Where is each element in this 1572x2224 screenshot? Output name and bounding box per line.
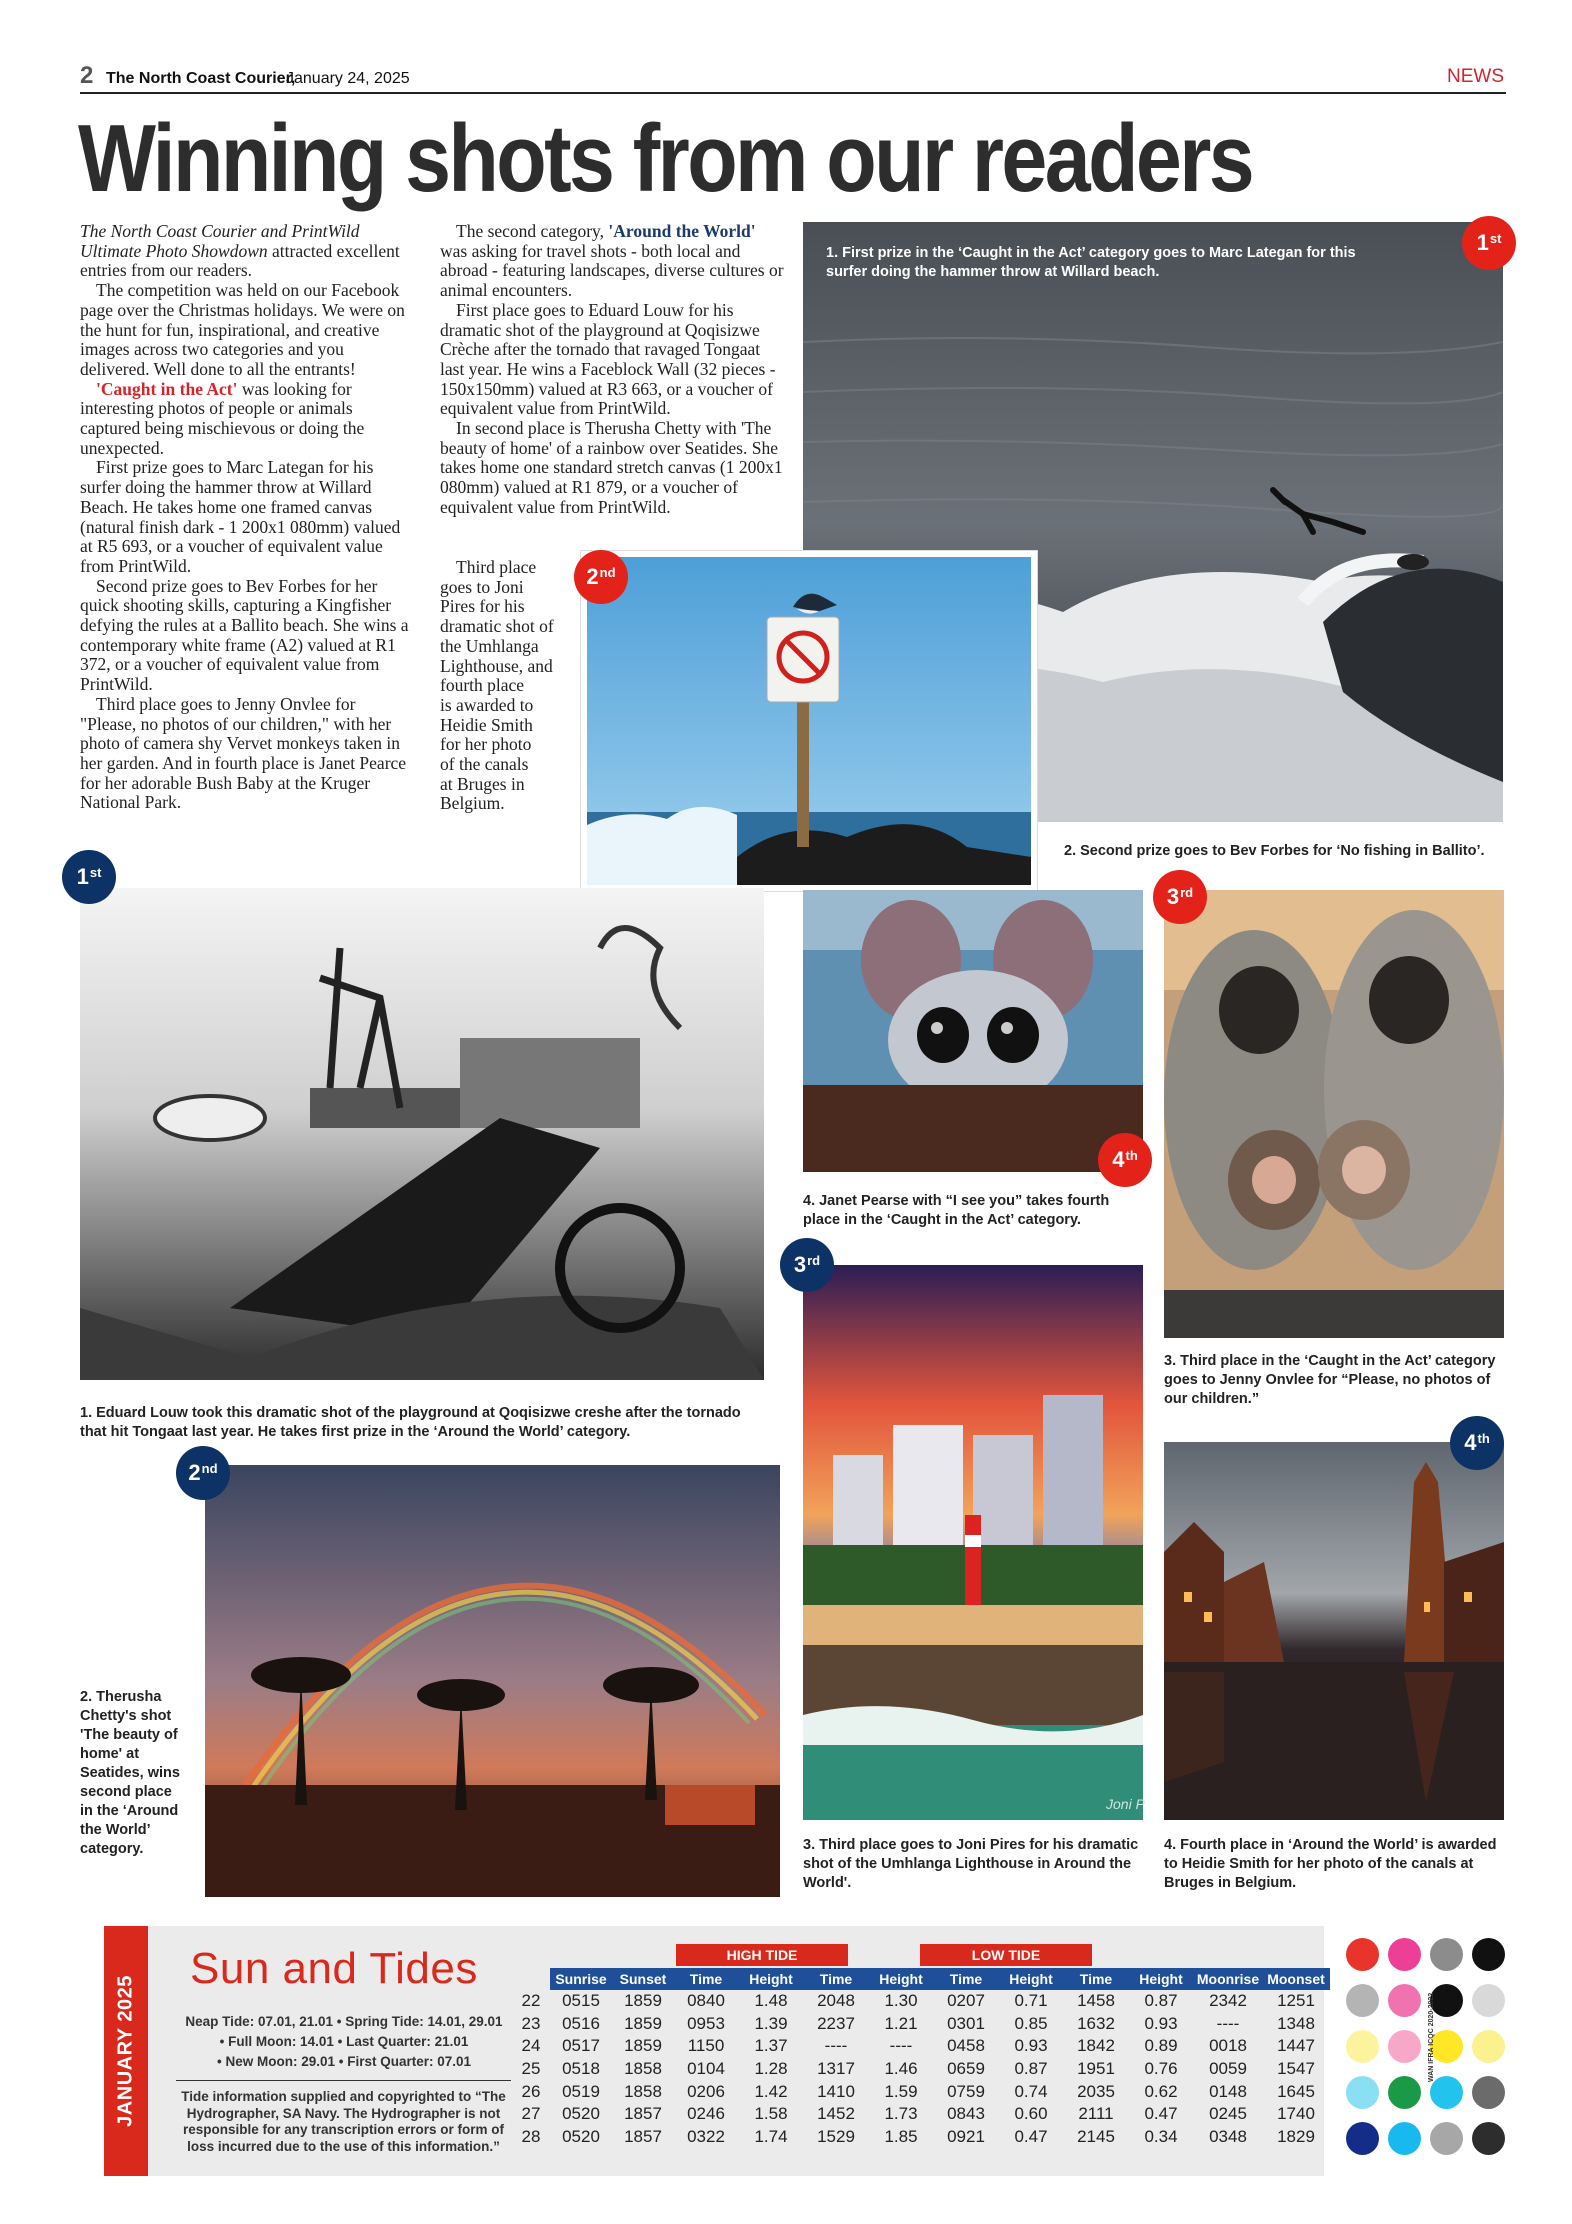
colour-swatch bbox=[1472, 2030, 1505, 2063]
tides-cell: ---- bbox=[1216, 2013, 1240, 2033]
narrow-line: for her photo bbox=[440, 734, 532, 755]
narrow-line: the Umhlanga bbox=[440, 635, 539, 656]
badge-first-playground: 1 $^{st}$ bbox=[62, 850, 116, 904]
tides-cell: 1.39 bbox=[754, 2013, 788, 2033]
category-2-desc: was asking for travel shots - both local and abroad - featuring landscapes, diverse cultures or animal encounters. bbox=[440, 240, 784, 301]
tides-row bbox=[512, 2013, 1330, 2036]
tides-column-header: Height bbox=[1128, 1968, 1194, 1990]
tides-cell: 24 bbox=[521, 2036, 541, 2056]
tides-cell: 0348 bbox=[1209, 2126, 1247, 2146]
tides-cell: 1632 bbox=[1077, 2013, 1115, 2033]
tides-row bbox=[512, 1990, 1330, 2013]
tides-column-header: Time bbox=[804, 1968, 868, 1990]
intro-italic: The North Coast Courier and PrintWild Ultimate Photo Showdown bbox=[80, 221, 360, 261]
high-tide-label: HIGH TIDE bbox=[676, 1944, 848, 1966]
tides-month-tab bbox=[104, 1926, 148, 2176]
narrow-lines bbox=[440, 558, 580, 814]
tides-cell: 0759 bbox=[947, 2081, 985, 2101]
publication-date: January 24, 2025 bbox=[286, 70, 410, 87]
tides-cell: 1951 bbox=[1077, 2059, 1115, 2079]
paragraph: Second prize goes to Bev Forbes for her quick shooting skills, capturing a Kingfisher defying the rules at a Ballito beach. She wins a contemporary white frame (A2) valued at R1 372, or a voucher of equivalent value from PrintWild. bbox=[80, 575, 409, 695]
tides-cell: 1.74 bbox=[754, 2126, 788, 2146]
narrow-line: Heidie Smith bbox=[440, 714, 533, 735]
tides-cell: 0301 bbox=[947, 2013, 985, 2033]
photo-playground bbox=[80, 888, 764, 1380]
tides-cell: 0843 bbox=[947, 2104, 985, 2124]
tides-cell: 0.34 bbox=[1144, 2126, 1178, 2146]
colour-swatch bbox=[1430, 1938, 1463, 1971]
paragraph bbox=[440, 222, 784, 301]
narrow-line: Pires for his bbox=[440, 596, 525, 617]
tides-cell: 0659 bbox=[947, 2059, 985, 2079]
category-1-desc: was looking for interesting photos of people or animals captured being mischievous or doing the unexpected. bbox=[80, 378, 365, 458]
narrow-line: of the canals bbox=[440, 754, 529, 775]
narrow-line: Third place bbox=[456, 557, 537, 577]
tides-cell: 1829 bbox=[1277, 2126, 1315, 2146]
tides-cell: 2111 bbox=[1078, 2104, 1114, 2124]
colour-swatch bbox=[1388, 2122, 1421, 2155]
badge-third-lighthouse: 3 $^{rd}$ bbox=[780, 1238, 834, 1292]
narrow-line: goes to Joni bbox=[440, 576, 524, 597]
tides-table bbox=[512, 1968, 1330, 2148]
tides-cell: 0921 bbox=[947, 2126, 985, 2146]
tides-cell: 1452 bbox=[817, 2104, 855, 2124]
photo-monkeys bbox=[1164, 890, 1504, 1338]
tides-cell: 1529 bbox=[817, 2126, 855, 2146]
category-2-name: 'Around the World' bbox=[608, 221, 756, 241]
tides-cell: 1858 bbox=[624, 2081, 662, 2101]
caption-playground: 1. Eduard Louw took this dramatic shot of the playground at Qoqisizwe creshe after the tornado that hit Tongaat last year. He takes first prize in the ‘Around the World’ category. bbox=[80, 1405, 741, 1440]
tides-cell: 1.30 bbox=[884, 1991, 918, 2011]
tides-cell: 27 bbox=[521, 2104, 541, 2124]
tides-cell: 0458 bbox=[947, 2036, 985, 2056]
tides-cell: 1150 bbox=[687, 2036, 725, 2056]
tides-cell: 0518 bbox=[562, 2059, 600, 2079]
tides-column-header: Time bbox=[934, 1968, 998, 1990]
narrow-line: is awarded to bbox=[440, 694, 534, 715]
colour-swatch bbox=[1472, 1938, 1505, 1971]
photo-bushbaby bbox=[803, 890, 1143, 1172]
tides-cell: 1.37 bbox=[754, 2036, 788, 2056]
tides-cell: 1.42 bbox=[754, 2081, 788, 2101]
tides-column-header: Time bbox=[674, 1968, 738, 1990]
paragraph: First prize goes to Marc Lategan for his surfer doing the hammer throw at Willard Beach. He takes home one framed canvas (natural finish dark - 1 200x1 080mm) valued at R5 693, or a voucher of equivalent value from PrintWild. bbox=[80, 457, 401, 576]
tides-cell: 23 bbox=[521, 2013, 541, 2033]
narrow-line: Lighthouse, and bbox=[440, 655, 553, 676]
tides-header-row bbox=[512, 1968, 1330, 1990]
tides-cell: 1.28 bbox=[754, 2059, 788, 2079]
tides-cell: 0519 bbox=[562, 2081, 600, 2101]
tides-cell: 1410 bbox=[817, 2081, 855, 2101]
tides-cell: 0520 bbox=[562, 2104, 600, 2124]
caption-monkeys: 3. Third place in the ‘Caught in the Act’ category goes to Jenny Onvlee for “Please, no photos of our children.” bbox=[1164, 1353, 1496, 1407]
caption-kingfisher: 2. Second prize goes to Bev Forbes for ‘No fishing in Ballito’. bbox=[1064, 843, 1485, 859]
tides-cell: 1.48 bbox=[754, 1991, 788, 2011]
paragraph: In second place is Therusha Chetty with 'The beauty of home' of a rainbow over Seatides. She takes home one standard stretch canvas (1 200x1 080mm) valued at R1 879, or a voucher of equivalent value from PrintWild. bbox=[440, 418, 783, 517]
tides-body bbox=[512, 1990, 1330, 2148]
caption-bushbaby: 4. Janet Pearse with “I see you” takes fourth place in the ‘Caught in the Act’ category. bbox=[803, 1193, 1110, 1228]
colour-swatch bbox=[1472, 1984, 1505, 2017]
tides-info-line-2: • Full Moon: 14.01 • Last Quarter: 21.01 bbox=[219, 2034, 469, 2049]
caption-surfer: 1. First prize in the ‘Caught in the Act’ category goes to Marc Lategan for this surfer doing the hammer throw at Willard beach. bbox=[826, 245, 1356, 280]
tides-column-header: Time bbox=[1064, 1968, 1128, 1990]
tides-cell: 1842 bbox=[1077, 2036, 1115, 2056]
tides-cell: 0206 bbox=[687, 2081, 725, 2101]
tides-cell: 0104 bbox=[687, 2059, 725, 2079]
colour-swatch bbox=[1430, 2122, 1463, 2155]
tides-cell: 0953 bbox=[687, 2013, 725, 2033]
colour-swatch bbox=[1346, 2030, 1379, 2063]
photo-kingfisher-frame bbox=[581, 551, 1037, 891]
tides-cell: 0520 bbox=[562, 2126, 600, 2146]
photo-lighthouse bbox=[803, 1265, 1143, 1820]
intro-paragraph bbox=[80, 222, 416, 281]
tides-cell: 0.47 bbox=[1144, 2104, 1178, 2124]
tides-cell: 1859 bbox=[624, 2013, 662, 2033]
tides-column-header: Sunset bbox=[612, 1968, 674, 1990]
photo-bruges bbox=[1164, 1442, 1504, 1820]
tides-cell: 1251 bbox=[1277, 1991, 1315, 2011]
tides-cell: 1740 bbox=[1277, 2104, 1315, 2124]
tides-row bbox=[512, 2058, 1330, 2081]
colour-swatch bbox=[1346, 1938, 1379, 1971]
wan-ifra-mark: WAN IFRA ICQC 2020-2022 bbox=[1428, 1992, 1435, 2082]
colour-swatch bbox=[1388, 1938, 1421, 1971]
badge-fourth-bushbaby: 4 $^{th}$ bbox=[1098, 1133, 1152, 1187]
colour-swatch bbox=[1388, 2076, 1421, 2109]
tides-column-header: Moonrise bbox=[1194, 1968, 1262, 1990]
colour-swatch bbox=[1388, 1984, 1421, 2017]
narrow-line: dramatic shot of bbox=[440, 616, 554, 637]
tides-cell: 0840 bbox=[687, 1991, 725, 2011]
category-1-name: 'Caught in the Act' bbox=[96, 378, 238, 399]
paragraph: The competition was held on our Facebook page over the Christmas holidays. We were on the hunt for fun, inspirational, and creative images across two categories and you delivered. Well done to all the entrants! bbox=[80, 280, 405, 379]
tides-cell: 1.21 bbox=[884, 2013, 918, 2033]
intro-rest: attracted excellent entries from our readers. bbox=[80, 240, 400, 281]
tides-cell: 1.73 bbox=[884, 2104, 918, 2124]
tides-cell: 1317 bbox=[817, 2059, 855, 2079]
tides-cell: 1447 bbox=[1277, 2036, 1315, 2056]
tides-divider bbox=[176, 2080, 511, 2081]
tides-copyright-note: Tide information supplied and copyrighted to “The Hydrographer, SA Navy. The Hydrographer is not responsible for any transcription errors or form of loss incurred due to the use of this information.” bbox=[181, 2089, 506, 2154]
colour-swatch bbox=[1346, 1984, 1379, 2017]
tides-cell: 0517 bbox=[562, 2036, 600, 2056]
headline: Winning shots from our readers bbox=[78, 105, 1253, 212]
badge-second-rainbow: 2 $^{nd}$ bbox=[176, 1446, 230, 1500]
colour-swatch bbox=[1346, 2122, 1379, 2155]
tides-cell: 0.47 bbox=[1014, 2126, 1048, 2146]
tides-column-header: Height bbox=[868, 1968, 934, 1990]
tides-cell: 1458 bbox=[1077, 1991, 1115, 2011]
tides-cell: 0.85 bbox=[1014, 2013, 1048, 2033]
tides-title: Sun and Tides bbox=[190, 1944, 478, 1993]
tides-row bbox=[512, 2103, 1330, 2126]
tides-cell: 0.87 bbox=[1144, 1991, 1178, 2011]
page-number: 2 bbox=[80, 62, 94, 89]
tides-cell: 0322 bbox=[687, 2126, 725, 2146]
tides-cell: 0148 bbox=[1209, 2081, 1247, 2101]
tides-cell: 0245 bbox=[1209, 2104, 1247, 2124]
tides-cell: 0059 bbox=[1209, 2059, 1247, 2079]
watermark-joni: Joni P bbox=[1106, 1796, 1145, 1812]
tides-cell: 0516 bbox=[562, 2013, 600, 2033]
tides-cell: 1858 bbox=[624, 2059, 662, 2079]
tides-info-line-1: Neap Tide: 07.01, 21.01 • Spring Tide: 14.01, 29.01 bbox=[185, 2014, 503, 2029]
badge-fourth-bruges: 4 $^{th}$ bbox=[1450, 1416, 1504, 1470]
tides-column-header: Sunrise bbox=[550, 1968, 612, 1990]
tides-cell: 0.93 bbox=[1144, 2013, 1178, 2033]
tides-cell: 1.59 bbox=[884, 2081, 918, 2101]
caption-bruges: 4. Fourth place in ‘Around the World’ is awarded to Heidie Smith for her photo of the canals at Bruges in Belgium. bbox=[1164, 1837, 1497, 1891]
tides-cell: 2035 bbox=[1077, 2081, 1115, 2101]
tides-cell: 0246 bbox=[687, 2104, 725, 2124]
tides-cell: 1547 bbox=[1277, 2059, 1315, 2079]
tides-cell: 2237 bbox=[817, 2013, 855, 2033]
colour-swatch bbox=[1388, 2030, 1421, 2063]
article-column-2-narrow bbox=[440, 558, 580, 814]
tides-cell: 0.87 bbox=[1014, 2059, 1048, 2079]
tides-cell: 0515 bbox=[562, 1991, 600, 2011]
photo-rainbow bbox=[205, 1465, 780, 1897]
tides-cell: 1859 bbox=[624, 1991, 662, 2011]
tides-cell: 1859 bbox=[624, 2036, 662, 2056]
tides-column-header: Height bbox=[998, 1968, 1064, 1990]
tides-cell: 2145 bbox=[1077, 2126, 1115, 2146]
tides-cell: 1645 bbox=[1277, 2081, 1315, 2101]
tides-column-header: Moonset bbox=[1262, 1968, 1330, 1990]
caption-rainbow: 2. Therusha Chetty's shot 'The beauty of home' at Seatides, wins second place in the ‘Around the World’ category. bbox=[80, 1689, 180, 1857]
paragraph: Third place goes to Jenny Onvlee for "Please, no photos of our children," with her photo of camera shy Vervet monkeys taken in her garden. And in fourth place is Janet Pearce for her adorable Bush Baby at the Kruger National Park. bbox=[80, 693, 407, 813]
paragraph: First place goes to Eduard Louw for his dramatic shot of the playground at Qoqisizwe Crèche after the tornado that ravaged Tongaat last year. He wins a Faceblock Wall (32 pieces - 150x150mm) valued at R3 663, or a voucher of equivalent value from PrintWild. bbox=[440, 299, 776, 419]
photo-kingfisher bbox=[587, 557, 1031, 885]
tides-month-label: JANUARY 2025 bbox=[114, 1975, 137, 2127]
category-2-intro: The second category, bbox=[456, 221, 609, 241]
tides-cell: 1348 bbox=[1277, 2013, 1315, 2033]
low-tide-label: LOW TIDE bbox=[920, 1944, 1092, 1966]
publication-name: The North Coast Courier, bbox=[106, 70, 296, 87]
tides-cell: 0.60 bbox=[1014, 2104, 1048, 2124]
tides-column-header bbox=[512, 1968, 550, 1990]
colour-swatch bbox=[1346, 2076, 1379, 2109]
narrow-line: Belgium. bbox=[440, 793, 505, 814]
tides-cell: ---- bbox=[889, 2036, 913, 2056]
tides-cell: 26 bbox=[521, 2081, 541, 2101]
tides-cell: 22 bbox=[521, 1991, 541, 2011]
tides-cell: 0018 bbox=[1209, 2036, 1247, 2056]
tides-info-line-3: • New Moon: 29.01 • First Quarter: 07.01 bbox=[216, 2054, 472, 2069]
tides-cell: 0.89 bbox=[1144, 2036, 1178, 2056]
tides-cell: 1.85 bbox=[884, 2126, 918, 2146]
tides-cell: 28 bbox=[521, 2126, 541, 2146]
colour-swatch bbox=[1472, 2122, 1505, 2155]
tides-cell: 0.74 bbox=[1014, 2081, 1048, 2101]
caption-lighthouse: 3. Third place goes to Joni Pires for his dramatic shot of the Umhlanga Lighthouse in Around the World'. bbox=[803, 1837, 1139, 1891]
paragraph bbox=[80, 380, 416, 459]
tides-cell: 1857 bbox=[624, 2104, 662, 2124]
tides-cell: 1.46 bbox=[884, 2059, 918, 2079]
tides-cell: 25 bbox=[521, 2059, 541, 2079]
tides-cell: 0207 bbox=[947, 1991, 985, 2011]
tides-cell: ---- bbox=[824, 2036, 848, 2056]
tides-cell: 2342 bbox=[1209, 1991, 1247, 2011]
section-label: NEWS bbox=[1447, 66, 1504, 87]
narrow-line: at Bruges in bbox=[440, 773, 525, 794]
colour-swatch bbox=[1472, 2076, 1505, 2109]
tides-row bbox=[512, 2126, 1330, 2149]
tides-row bbox=[512, 2035, 1330, 2058]
badge-second-kingfisher: 2 $^{nd}$ bbox=[574, 550, 628, 604]
tides-cell: 1.58 bbox=[754, 2104, 788, 2124]
tides-cell: 2048 bbox=[817, 1991, 855, 2011]
article-column-2 bbox=[440, 222, 784, 518]
badge-third-monkeys: 3 $^{rd}$ bbox=[1153, 870, 1207, 924]
tides-cell: 0.71 bbox=[1014, 1991, 1048, 2011]
tides-row bbox=[512, 2080, 1330, 2103]
narrow-line: fourth place bbox=[440, 675, 525, 696]
badge-first-surfer: 1 $^{st}$ bbox=[1462, 216, 1516, 270]
tides-cell: 0.62 bbox=[1144, 2081, 1178, 2101]
article-column-1 bbox=[80, 222, 416, 813]
tides-column-header: Height bbox=[738, 1968, 804, 1990]
tides-cell: 1857 bbox=[624, 2126, 662, 2146]
tides-cell: 0.93 bbox=[1014, 2036, 1048, 2056]
tides-cell: 0.76 bbox=[1144, 2059, 1178, 2079]
